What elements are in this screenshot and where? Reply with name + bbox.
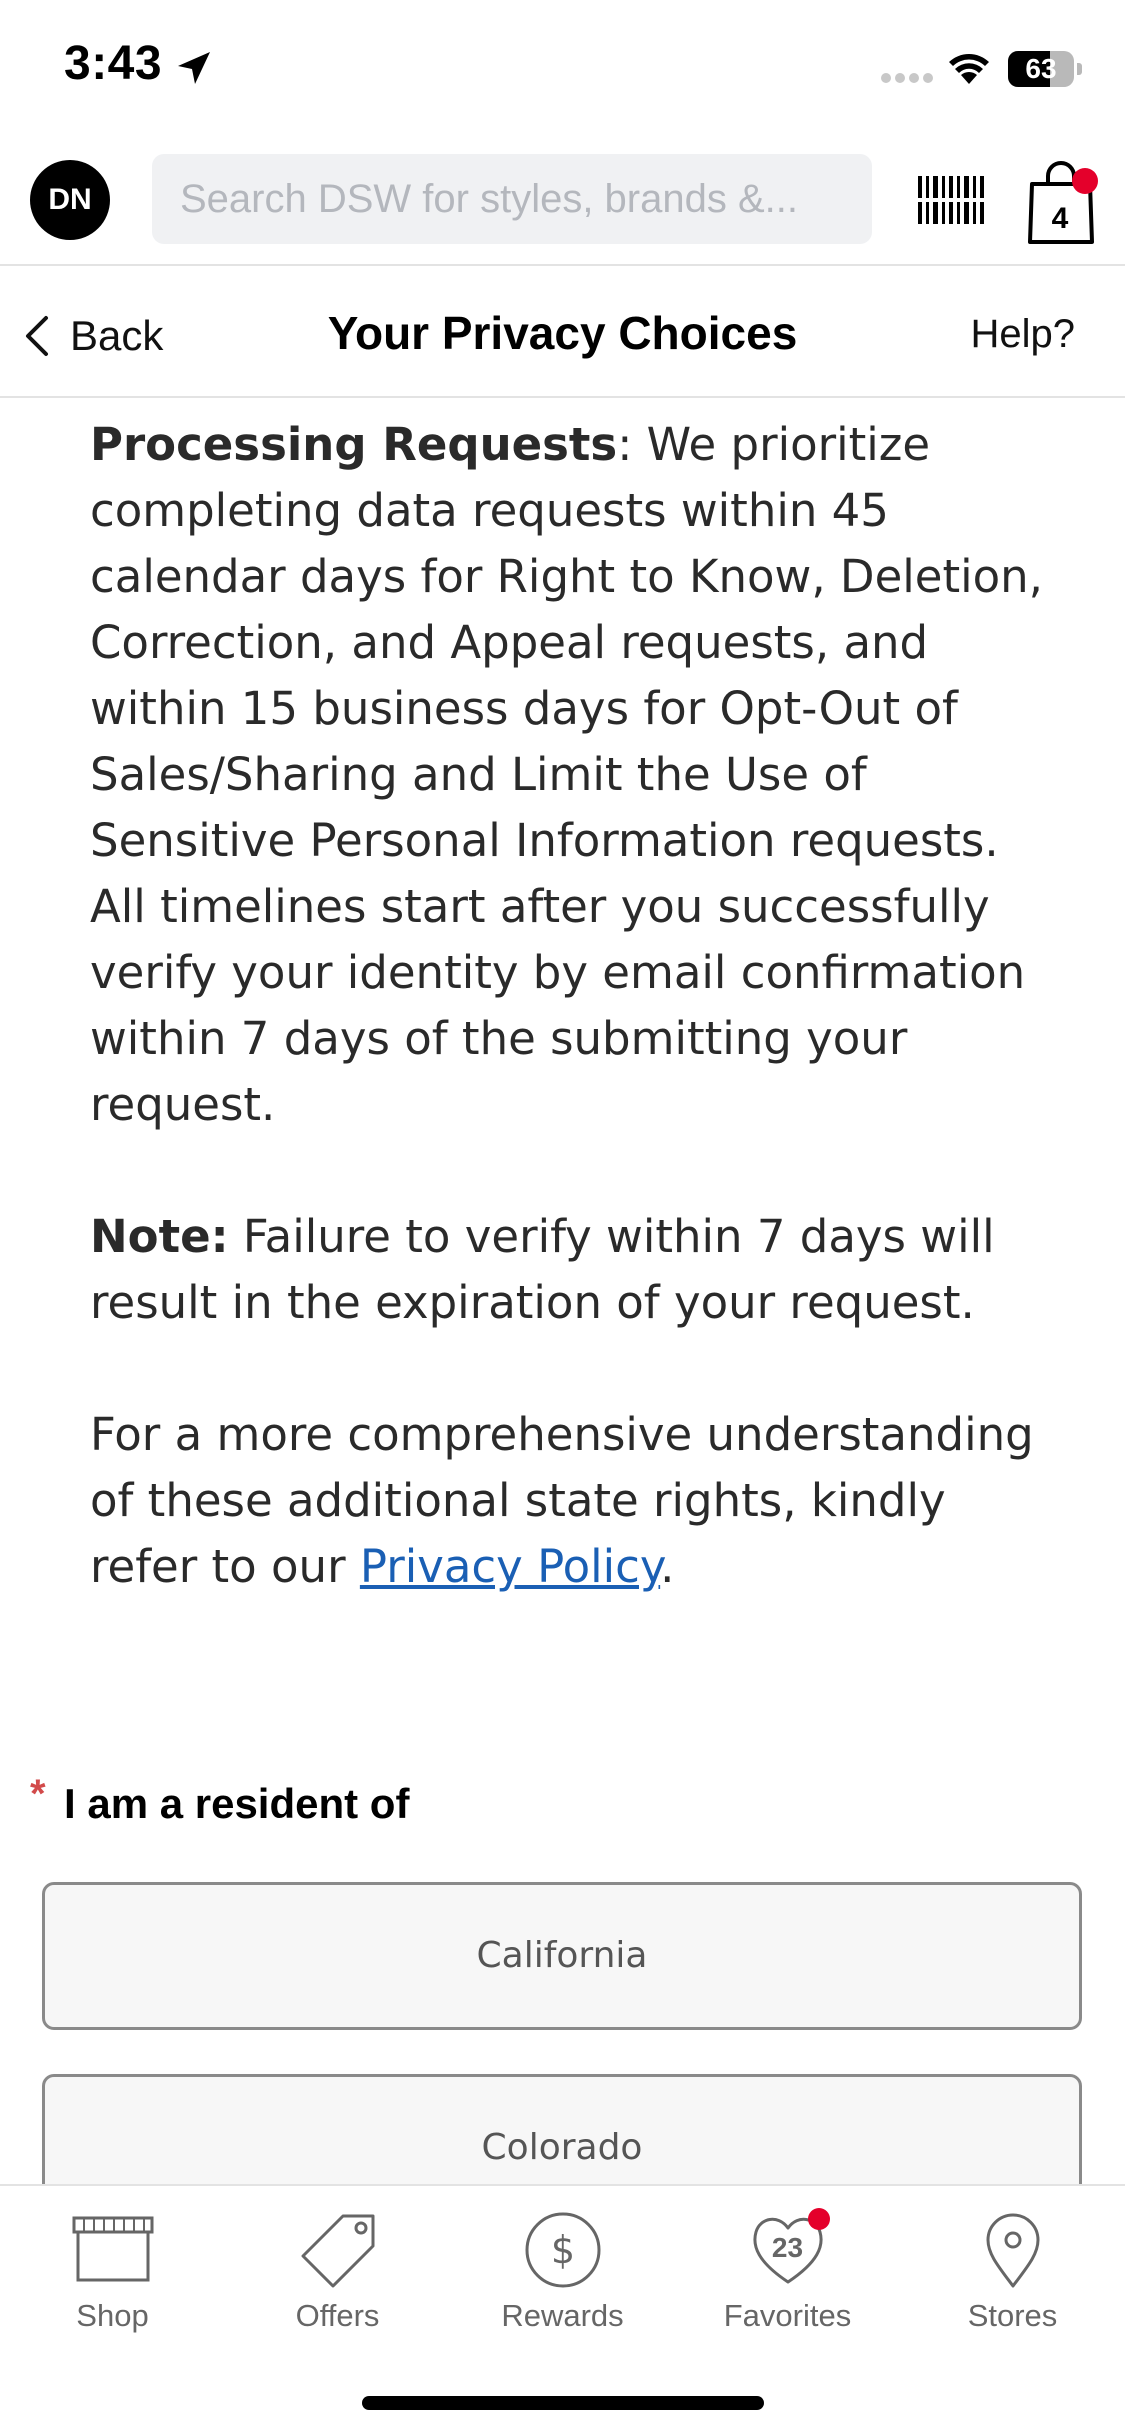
more-info-paragraph: [90, 1402, 1050, 1600]
dollar-circle-icon: [518, 2210, 608, 2290]
chevron-left-icon: [22, 314, 52, 358]
privacy-policy-link[interactable]: Privacy Policy: [359, 1540, 661, 1593]
processing-heading: Processing Requests: [90, 418, 618, 471]
app-header: [0, 140, 1125, 266]
privacy-info-content: [90, 412, 1050, 1666]
back-button[interactable]: [22, 306, 163, 366]
status-time: 3:43: [64, 37, 163, 90]
state-option-california[interactable]: California: [42, 1882, 1082, 2030]
favorites-count: 23: [771, 2232, 804, 2263]
note-paragraph: [90, 1204, 1050, 1336]
tab-shop-label: Shop: [76, 2298, 149, 2333]
svg-text:$: $: [550, 2228, 575, 2272]
more-info-text: For a more comprehensive understanding of these additional state rights, kindly refer to our: [90, 1408, 1034, 1593]
tab-shop[interactable]: [0, 2210, 225, 2340]
required-marker: *: [30, 1772, 46, 1816]
tab-favorites-label: Favorites: [723, 2298, 852, 2333]
help-link[interactable]: Help?: [970, 312, 1075, 356]
cellular-signal-icon: [880, 72, 936, 84]
bag-notification-dot: [1072, 168, 1098, 194]
tab-offers-label: Offers: [295, 2298, 380, 2333]
battery-percent: 63: [1025, 53, 1057, 84]
location-pin-icon: [968, 2210, 1058, 2290]
tab-rewards[interactable]: [450, 2210, 675, 2340]
tab-rewards-label: Rewards: [501, 2298, 624, 2333]
state-option-colorado[interactable]: Colorado: [42, 2074, 1082, 2222]
shopping-bag-button[interactable]: [1026, 158, 1096, 248]
note-body: Failure to verify within 7 days will result in the expiration of your request.: [90, 1210, 995, 1329]
processing-body: : We prioritize completing data requests within 45 calendar days for Right to Know, Deletion, Correction, and Appeal requests, and within 15 business days for Opt-Out of Sales/Sharing and Limit the Use of Sensitive Personal Information requests. All timelines start after you successfully verify your identity by email confirmation within 7 days of the submitting your request.: [90, 418, 1043, 1131]
tab-stores-label: Stores: [967, 2298, 1058, 2333]
storefront-icon: [68, 2210, 158, 2290]
residency-label: I am a resident of: [64, 1780, 410, 1827]
more-info-suffix: .: [660, 1540, 675, 1593]
battery-indicator: [1008, 51, 1082, 87]
status-bar: [0, 0, 1125, 140]
avatar[interactable]: DN: [30, 160, 110, 240]
bag-count: 4: [1051, 202, 1069, 235]
favorites-notification-dot: [808, 2208, 830, 2230]
navigation-bar: [0, 268, 1125, 398]
page-title: Your Privacy Choices: [327, 307, 798, 359]
processing-requests-paragraph: [90, 412, 1050, 1138]
tab-stores[interactable]: [900, 2210, 1125, 2340]
tag-icon: [293, 2210, 383, 2290]
barcode-scanner-icon[interactable]: [916, 170, 986, 230]
home-indicator[interactable]: [362, 2396, 764, 2410]
tab-favorites[interactable]: [675, 2210, 900, 2340]
location-arrow-icon: [174, 48, 214, 88]
back-label: Back: [70, 312, 164, 359]
tab-offers[interactable]: [225, 2210, 450, 2340]
search-input[interactable]: [152, 154, 872, 244]
note-heading: Note:: [90, 1210, 229, 1263]
wifi-icon: [946, 50, 992, 86]
